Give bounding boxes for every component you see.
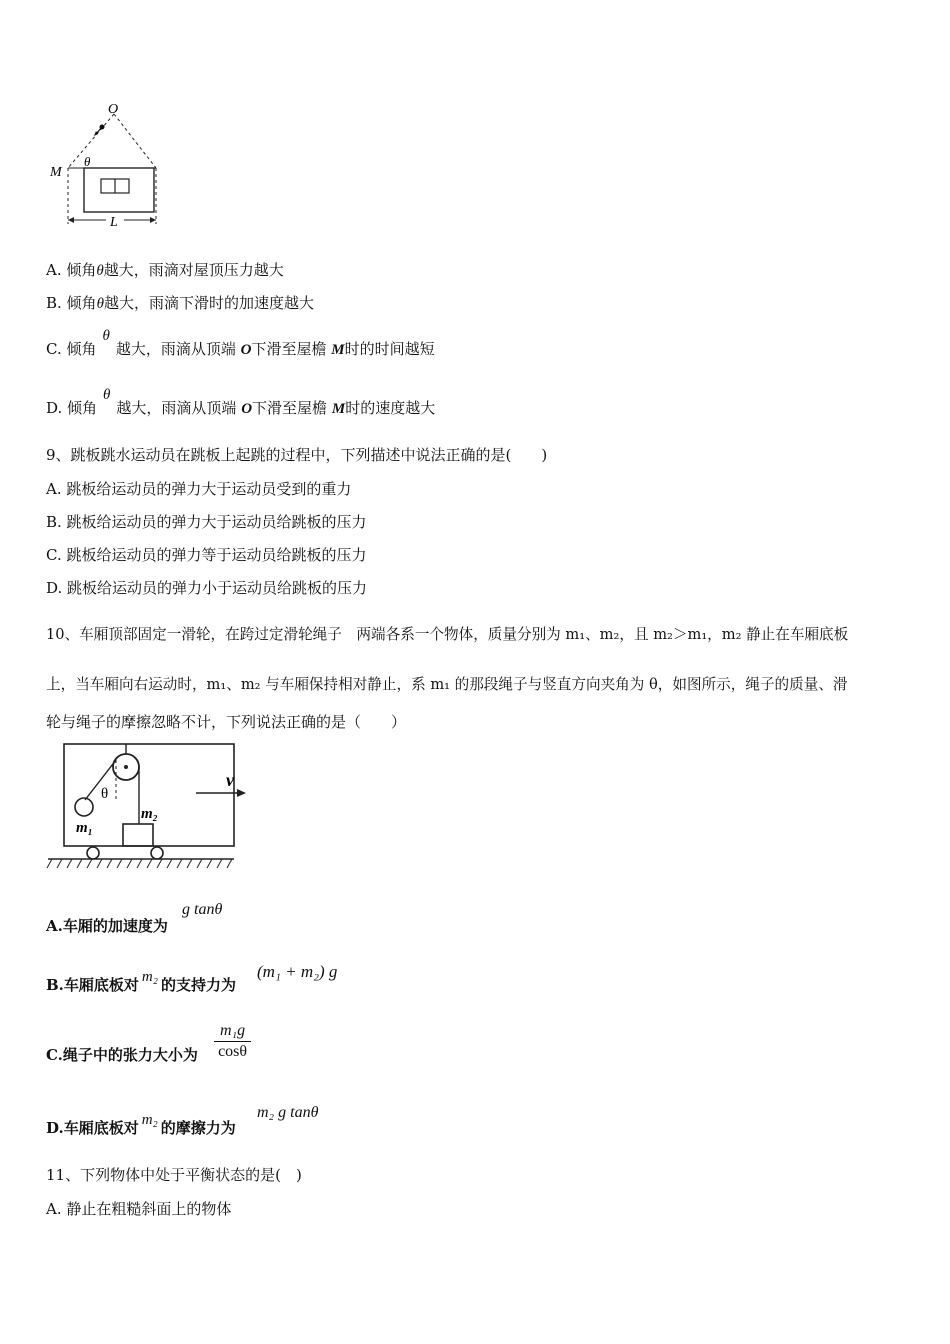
m2-symbol: m₂ [141,969,158,985]
q9-option-d: D. 跳板给运动员的弹力小于运动员给跳板的压力 [46,579,368,597]
q10-stem-line3: 轮与绳子的摩擦忽略不计，下列说法正确的是（ ） [46,713,407,731]
fig1-label-l: L [110,215,118,230]
theta-symbol: θ [102,328,110,344]
m2-symbol: m₂ [141,1112,158,1128]
q9-stem: 9、跳板跳水运动员在跳板上起跳的过程中，下列描述中说法正确的是( ) [46,446,548,464]
q10-option-a-math: g tanθ [182,901,223,918]
theta-symbol: θ [96,263,104,279]
q9-option-b: B. 跳板给运动员的弹力大于运动员给跳板的压力 [46,513,367,531]
velocity-arrow [192,768,252,804]
q8-option-d: D. 倾角θ越大，雨滴从顶端 O下滑至屋檐 M时的速度越大 [46,387,436,417]
theta-symbol: θ [96,296,104,312]
q10-stem-line1: 10、车厢顶部固定一滑轮，在跨过定滑轮绳子 两端各系一个物体，质量分别为 m₁、m₂，且 m₂＞m₁，m₂ 静止在车厢底板 [46,626,849,643]
q10-option-d: D.车厢底板对 m₂ 的摩擦力为 [46,1112,236,1137]
q10-stem-line2: 上，当车厢向右运动时，m₁、m₂ 与车厢保持相对静止，系 m₁ 的那段绳子与竖直方向夹角为 θ，如图所示，绳子的质量、滑 [46,676,848,693]
q10-option-d-math: m₂ g tanθ [257,1104,319,1121]
fig2-label-m2: m₂ [141,806,158,822]
fig1-label-o: O [108,102,119,117]
q8-option-a: A. 倾角θ越大，雨滴对屋顶压力越大 [46,261,284,279]
cart-pulley-figure [44,738,254,872]
fig2-label-v: v [226,770,234,790]
q10-option-b: B.车厢底板对 m₂ 的支持力为 [46,969,236,994]
q8-option-c: C. 倾角θ越大，雨滴从顶端 O下滑至屋檐 M时的时间越短 [46,328,435,358]
q8-option-b: B. 倾角θ越大，雨滴下滑时的加速度越大 [46,294,314,312]
q10-option-c-fraction: $\frac{\text{m₁g}}{\cos\theta}$ [214,1021,251,1062]
q10-option-c: C.绳子中的张力大小为 [46,1046,198,1064]
fig2-label-m1: m₁ [76,820,93,836]
q9-option-c: C. 跳板给运动员的弹力等于运动员给跳板的压力 [46,546,367,564]
house-roof-figure [44,96,168,232]
q9-option-a: A. 跳板给运动员的弹力大于运动员受到的重力 [46,480,352,498]
fig1-label-m: M [50,165,62,180]
q10-option-b-math: (m₁ + m₂) g [257,962,338,981]
q11-option-a: A. 静止在粗糙斜面上的物体 [46,1200,232,1218]
q10-option-a: A.车厢的加速度为 [46,917,168,935]
fig2-label-theta: θ [101,786,109,802]
fig1-label-theta: θ [84,154,91,169]
theta-symbol: θ [103,387,111,403]
q11-stem: 11、下列物体中处于平衡状态的是( ) [46,1166,302,1184]
